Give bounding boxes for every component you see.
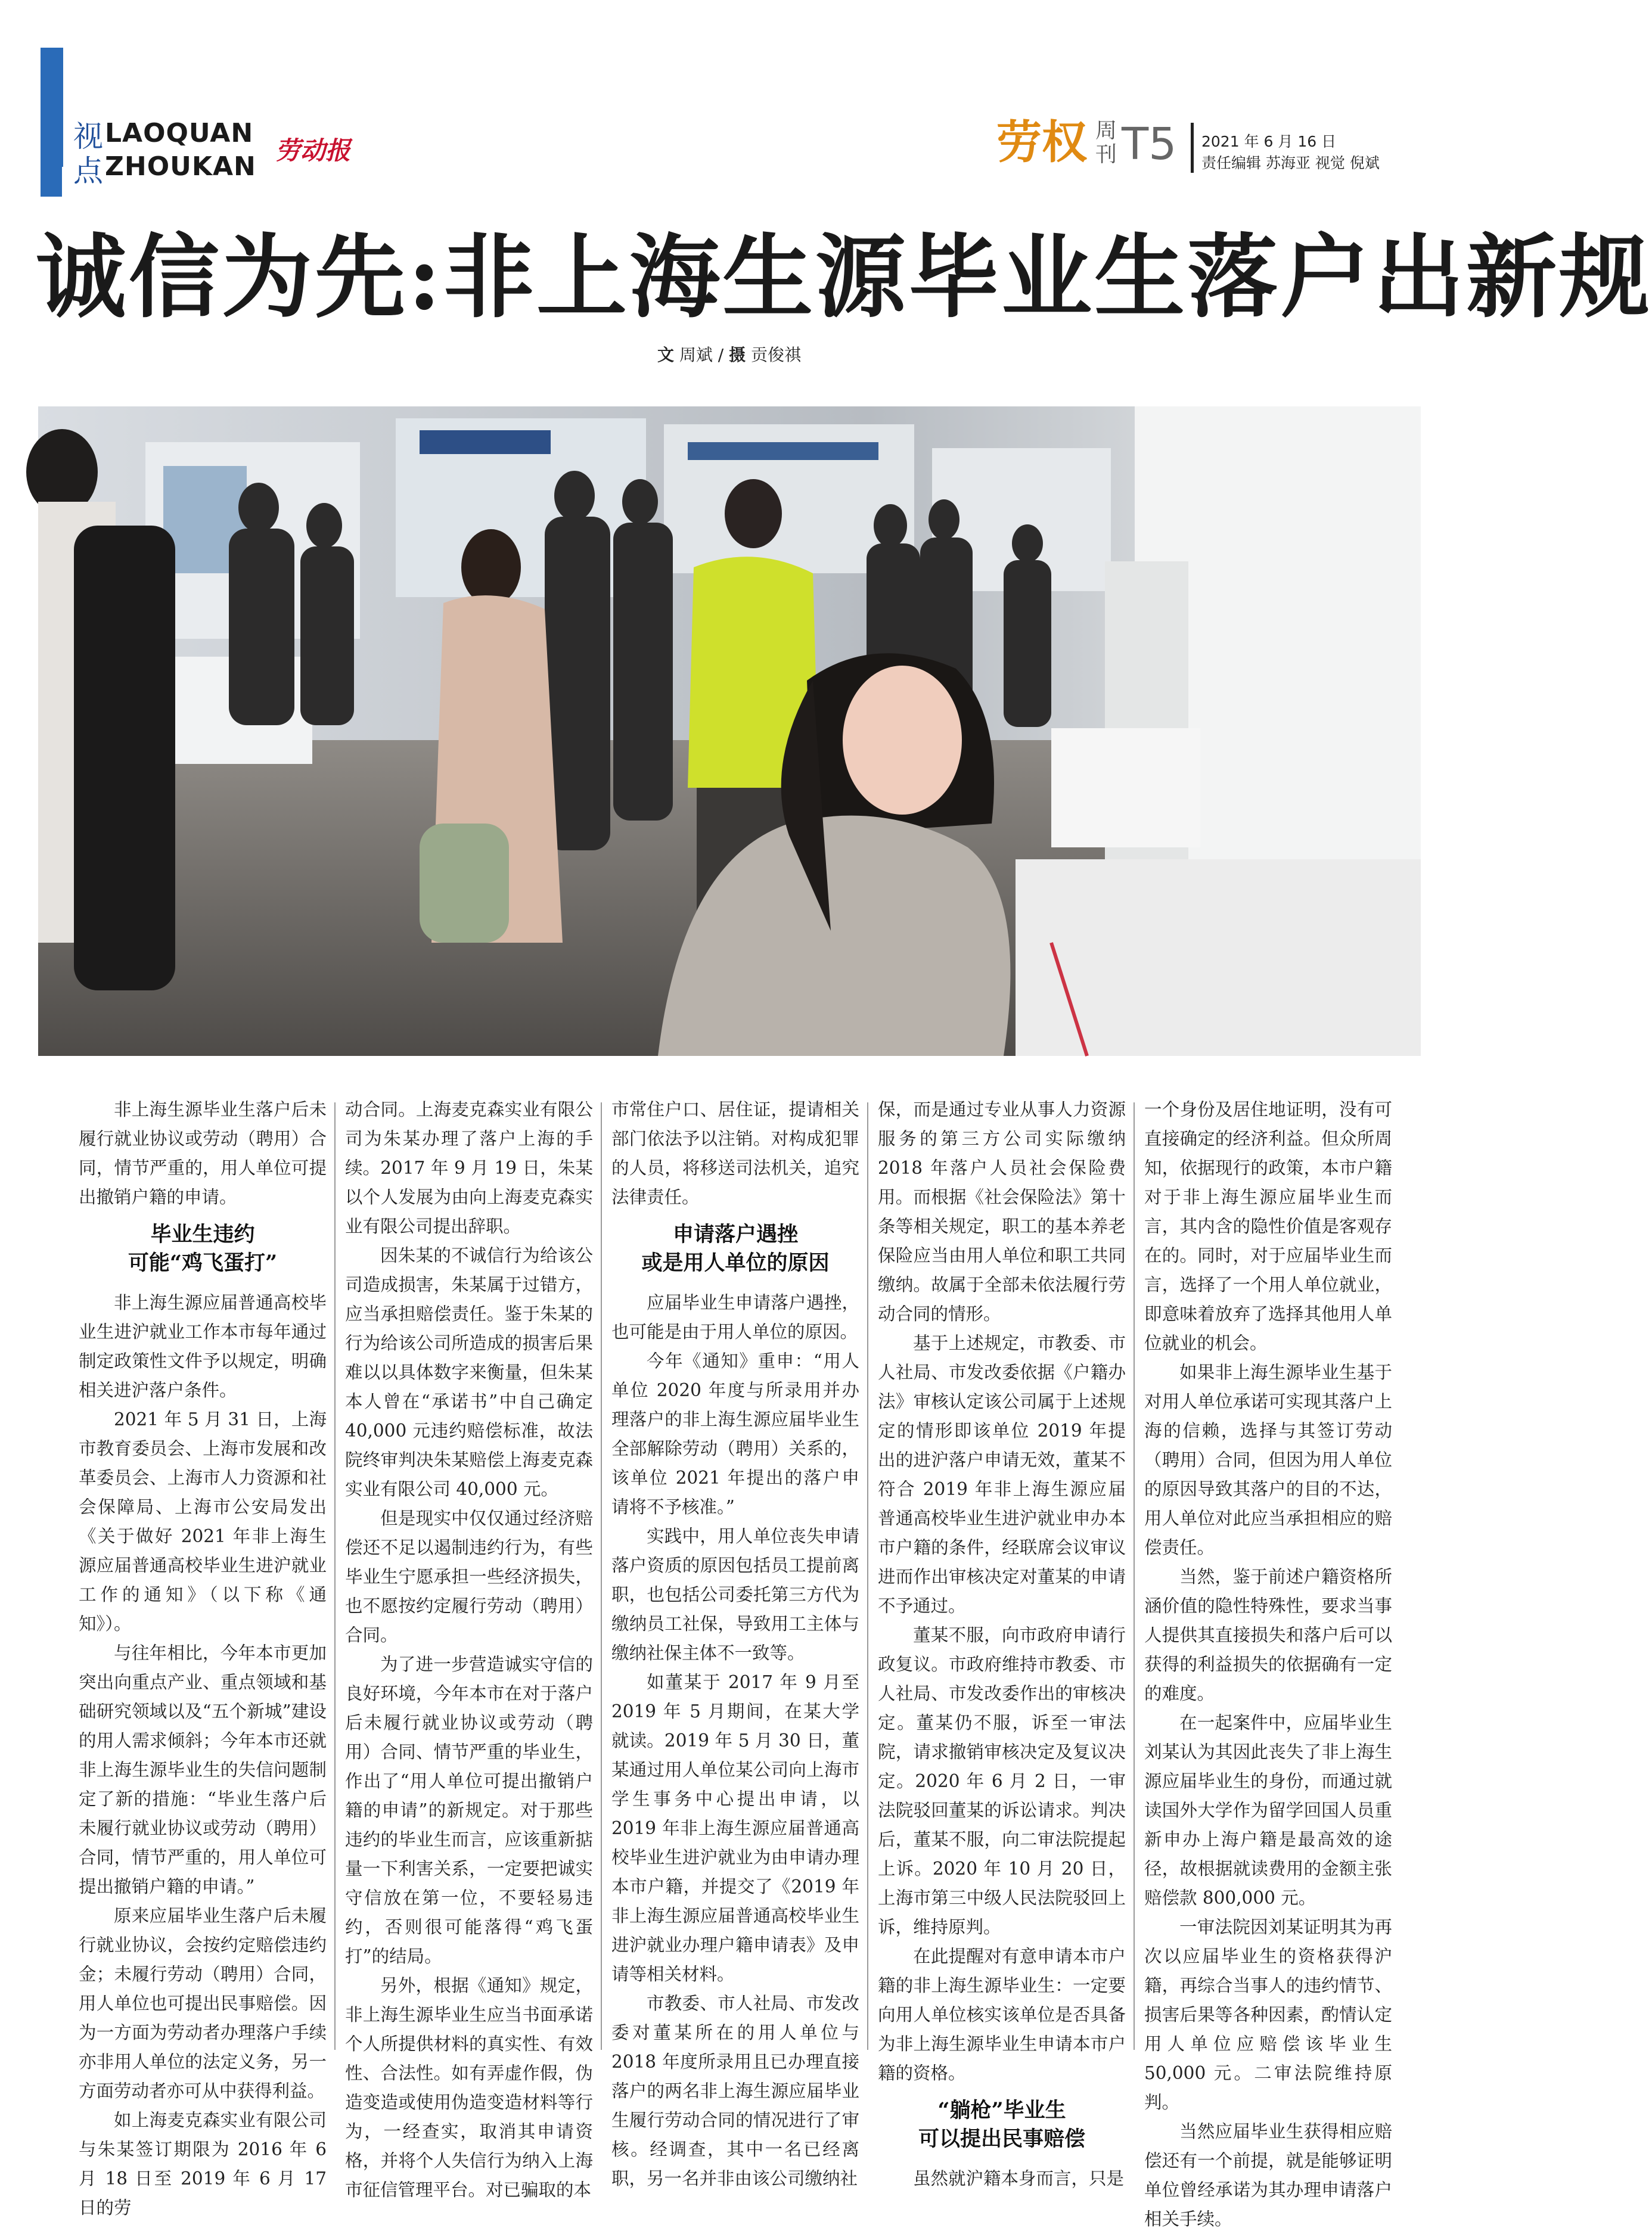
paragraph: 一审法院因刘某证明其为再次以应届毕业生的资格获得沪籍，再综合当事人的违约情节、损害后果等各种因素，酌情认定用人单位应赔偿该毕业生 50,000 元。二审法院维持原判。: [1144, 1917, 1392, 2112]
paragraph: 一个身份及居住地证明，没有可直接确定的经济利益。但众所周知，依据现行的政策，本市户籍对于非上海生源应届毕业生而言，其内含的隐性价值是客观存在的。同时，对于应届毕业生而言，选择了一个用人单位就业，即意味着放弃了选择其他用人单位就业的机会。: [1144, 1099, 1392, 1353]
article-column-3: [611, 1095, 859, 2189]
paragraph: 虽然就沪籍本身而言，只是: [913, 2168, 1125, 2189]
editor-credit: 责任编辑 苏海亚 视觉 倪斌: [1201, 154, 1380, 172]
paragraph: 市教委、市人社局、市发改委对董某所在的用人单位与 2018 年度所录用且已办理直接落户的两名非上海生源应届毕业生履行劳动合同的情况进行了审核。经调查，其中一名已经离职，另一名并非由该公司缴纳社: [611, 1993, 859, 2189]
subheading-line: 可能“鸡飞蛋打”: [128, 1251, 278, 1275]
column-divider: [601, 1102, 602, 2050]
paragraph: 原来应届毕业生落户后未履行就业协议，会按约定赔偿违约金；未履行劳动（聘用）合同，用人单位也可提出民事赔偿。因为一方面为劳动者办理落户手续亦非用人单位的法定义务，另一方面劳动者亦可从中获得利益。: [79, 1906, 327, 2101]
paragraph: 非上海生源毕业生落户后未履行就业协议或劳动（聘用）合同，情节严重的，用人单位可提出撤销户籍的申请。: [79, 1099, 327, 1207]
paragraph: 基于上述规定，市教委、市人社局、市发改委依据《户籍办法》审核认定该公司属于上述规定的情形即该单位 2019 年提出的进沪落户申请无效，董某不符合 2019 年非上海生源应届普通高校毕业生进沪就业申办本市户籍的条件，经联席会议审议进而作出审核决定对董某的申请不予通过。: [878, 1333, 1126, 1616]
paragraph: 与往年相比，今年本市更加突出向重点产业、重点领域和基础研究领域以及“五个新城”建设的用人需求倾斜；今年本市还就非上海生源毕业生的失信问题制定了新的措施：“毕业生落户后未履行就业协议或劳动（聘用）合同，情节严重的，用人单位可提出撤销户籍的申请。”: [79, 1643, 327, 1897]
byline-separator: /: [718, 345, 724, 365]
headline: 诚信为先:非上海生源毕业生落户出新规: [36, 223, 1652, 330]
paragraph: 当然应届毕业生获得相应赔偿还有一个前提，就是能够证明单位曾经承诺为其办理申请落户相关手续。: [1144, 2121, 1392, 2229]
issue-date: 2021 年 6 月 16 日: [1201, 133, 1337, 150]
weekly-suffix: 周刊: [1095, 119, 1117, 167]
masthead-english: [105, 117, 256, 184]
byline: [0, 343, 1458, 367]
paragraph: 市常住户口、居住证，提请相关部门依法予以注销。对构成犯罪的人员，将移送司法机关，追究法律责任。: [611, 1099, 859, 1207]
subheading: [611, 1220, 859, 1278]
column-divider: [1134, 1102, 1135, 2050]
paragraph: 另外，根据《通知》规定，非上海生源毕业生应当书面承诺个人所提供材料的真实性、有效性、合法性。如有弄虚作假，伪造变造或使用伪造变造材料等行为，一经查实，取消其申请资格，并将个人失信行为纳入上海市征信管理平台。对已骗取的本: [345, 1975, 593, 2200]
masthead-separator: [1191, 123, 1194, 173]
byline-text-label: 文: [657, 345, 674, 365]
article-column-1: [79, 1095, 327, 2218]
subheading-line: 申请落户遇挫: [672, 1222, 798, 1247]
paragraph: 在一起案件中，应届毕业生刘某认为其因此丧失了非上海生源应届毕业生的身份，而通过就读国外大学作为留学回国人员重新申办上海户籍是最高效的途径，故根据就读费用的金额主张赔偿款 800,000 元。: [1144, 1713, 1392, 1908]
subheading-line: 或是用人单位的原因: [641, 1251, 830, 1275]
byline-photo-label: 摄: [729, 345, 746, 365]
paragraph: 董某不服，向市政府申请行政复议。市政府维持市教委、市人社局、市发改委作出的审核决定。董某仍不服，诉至一审法院，请求撤销审核决定及复议决定。2020 年 6 月 2 日，一审法院驳回董某的诉讼请求。判决后，董某不服，向二审法院提起上诉。2020 年 10 月 20 日，上海市第三中级人民法院驳回上诉，维持原判。: [878, 1625, 1126, 1937]
byline-photographer: 贡俊祺: [751, 345, 802, 365]
subheading-line: “躺枪”毕业生: [937, 2098, 1066, 2123]
subheading: [79, 1220, 327, 1278]
paragraph: 如董某于 2017 年 9 月至 2019 年 5 月期间，在某大学就读。2019 年 5 月 30 日，董某通过用人单位某公司向上海市学生事务中心提出申请，以 2019 年非上海生源应届普通高校毕业生进沪就业为由申请办理本市户籍，并提交了《2019 年非上海生源应届普通高校毕业生进沪就业办理户籍申请表》及申请等相关材料。: [611, 1672, 859, 1984]
paragraph: 在此提醒对有意申请本市户籍的非上海生源毕业生：一定要向用人单位核实该单位是否具备为非上海生源毕业生申请本市户籍的资格。: [878, 1946, 1126, 2083]
brand-logo: 劳动报: [275, 136, 351, 165]
subheading-line: 毕业生违约: [150, 1222, 255, 1247]
article-column-5: [1144, 1095, 1392, 2229]
paragraph: 今年《通知》重申：“用人单位 2020 年度与所录用并办理落户的非上海生源应届毕业生全部解除劳动（聘用）关系的，该单位 2021 年提出的落户申请将不予核准。”: [611, 1351, 859, 1517]
section-color-bar: [41, 48, 62, 197]
subheading-line: 可以提出民事赔偿: [918, 2127, 1085, 2151]
weekly-name: 劳权: [996, 116, 1087, 169]
paragraph: 应届毕业生申请落户遇挫，也可能是由于用人单位的原因。: [611, 1292, 859, 1342]
paragraph: 为了进一步营造诚实守信的良好环境，今年本市在对于落户后未履行就业协议或劳动（聘用）合同、情节严重的毕业生，作出了“用人单位可提出撤销户籍的申请”的新规定。对于那些违约的毕业生而言，应该重新掂量一下利害关系，一定要把诚实守信放在第一位，不要轻易违约，否则很可能落得“鸡飞蛋打”的结局。: [345, 1654, 593, 1966]
column-divider: [334, 1102, 336, 2050]
byline-author: 周斌: [679, 345, 713, 365]
paragraph: 非上海生源应届普通高校毕业生进沪就业工作本市每年通过制定政策性文件予以规定，明确相关进沪落户条件。: [79, 1292, 327, 1400]
paragraph: 动合同。上海麦克森实业有限公司为朱某办理了落户上海的手续。2017 年 9 月 19 日，朱某以个人发展为由向上海麦克森实业有限公司提出辞职。: [345, 1099, 593, 1236]
paragraph: 当然，鉴于前述户籍资格所涵价值的隐性特殊性，要求当事人提供其直接损失和落户后可以获得的利益损失的依据确有一定的难度。: [1144, 1567, 1392, 1704]
article-column-4: [878, 1095, 1126, 2189]
paragraph: 如上海麦克森实业有限公司与朱某签订期限为 2016 年 6 月 18 日至 2019 年 6 月 17 日的劳: [79, 2110, 327, 2218]
paragraph: 但是现实中仅仅通过经济赔偿还不足以遏制违约行为，有些毕业生宁愿承担一些经济损失，也不愿按约定履行劳动（聘用）合同。: [345, 1508, 593, 1645]
job-fair-photo: [38, 406, 1421, 1056]
paragraph: 如果非上海生源毕业生基于对用人单位承诺可实现其落户上海的信赖，选择与其签订劳动（聘用）合同，但因为用人单位的原因导致其落户的目的不达，用人单位对此应当承担相应的赔偿责任。: [1144, 1362, 1392, 1558]
article-column-2: [345, 1095, 593, 2200]
page-number: T5: [1122, 119, 1177, 170]
paragraph: 实践中，用人单位丧失申请落户资质的原因包括员工提前离职，也包括公司委托第三方代为缴纳员工社保，导致用工主体与缴纳社保主体不一致等。: [611, 1526, 859, 1663]
masthead-english-line1: LAOQUAN: [105, 118, 254, 148]
masthead-english-line2: ZHOUKAN: [105, 151, 256, 182]
column-divider: [867, 1102, 868, 2050]
masthead-rule: [62, 48, 63, 167]
paragraph: 保，而是通过专业从事人力资源服务的第三方公司实际缴纳 2018 年落户人员社会保险费用。而根据《社会保险法》第十条等相关规定，职工的基本养老保险应当由用人单位和职工共同缴纳。故属于全部未依法履行劳动合同的情形。: [878, 1099, 1126, 1324]
section-label: 视点: [73, 119, 103, 188]
subheading: [878, 2096, 1126, 2154]
paragraph: 因朱某的不诚信行为给该公司造成损害，朱某属于过错方，应当承担赔偿责任。鉴于朱某的行为给该公司所造成的损害后果难以以具体数字来衡量，但朱某本人曾在“承诺书”中自己确定 40,000 元违约赔偿标准，故法院终审判决朱某赔偿上海麦克森实业有限公司 40,000 元。: [345, 1245, 593, 1499]
paragraph: 2021 年 5 月 31 日，上海市教育委员会、上海市发展和改革委员会、上海市人力资源和社会保障局、上海市公安局发出《关于做好 2021 年非上海生源应届普通高校毕业生进沪就业工作的通知》（以下称《通知》）。: [79, 1409, 327, 1634]
